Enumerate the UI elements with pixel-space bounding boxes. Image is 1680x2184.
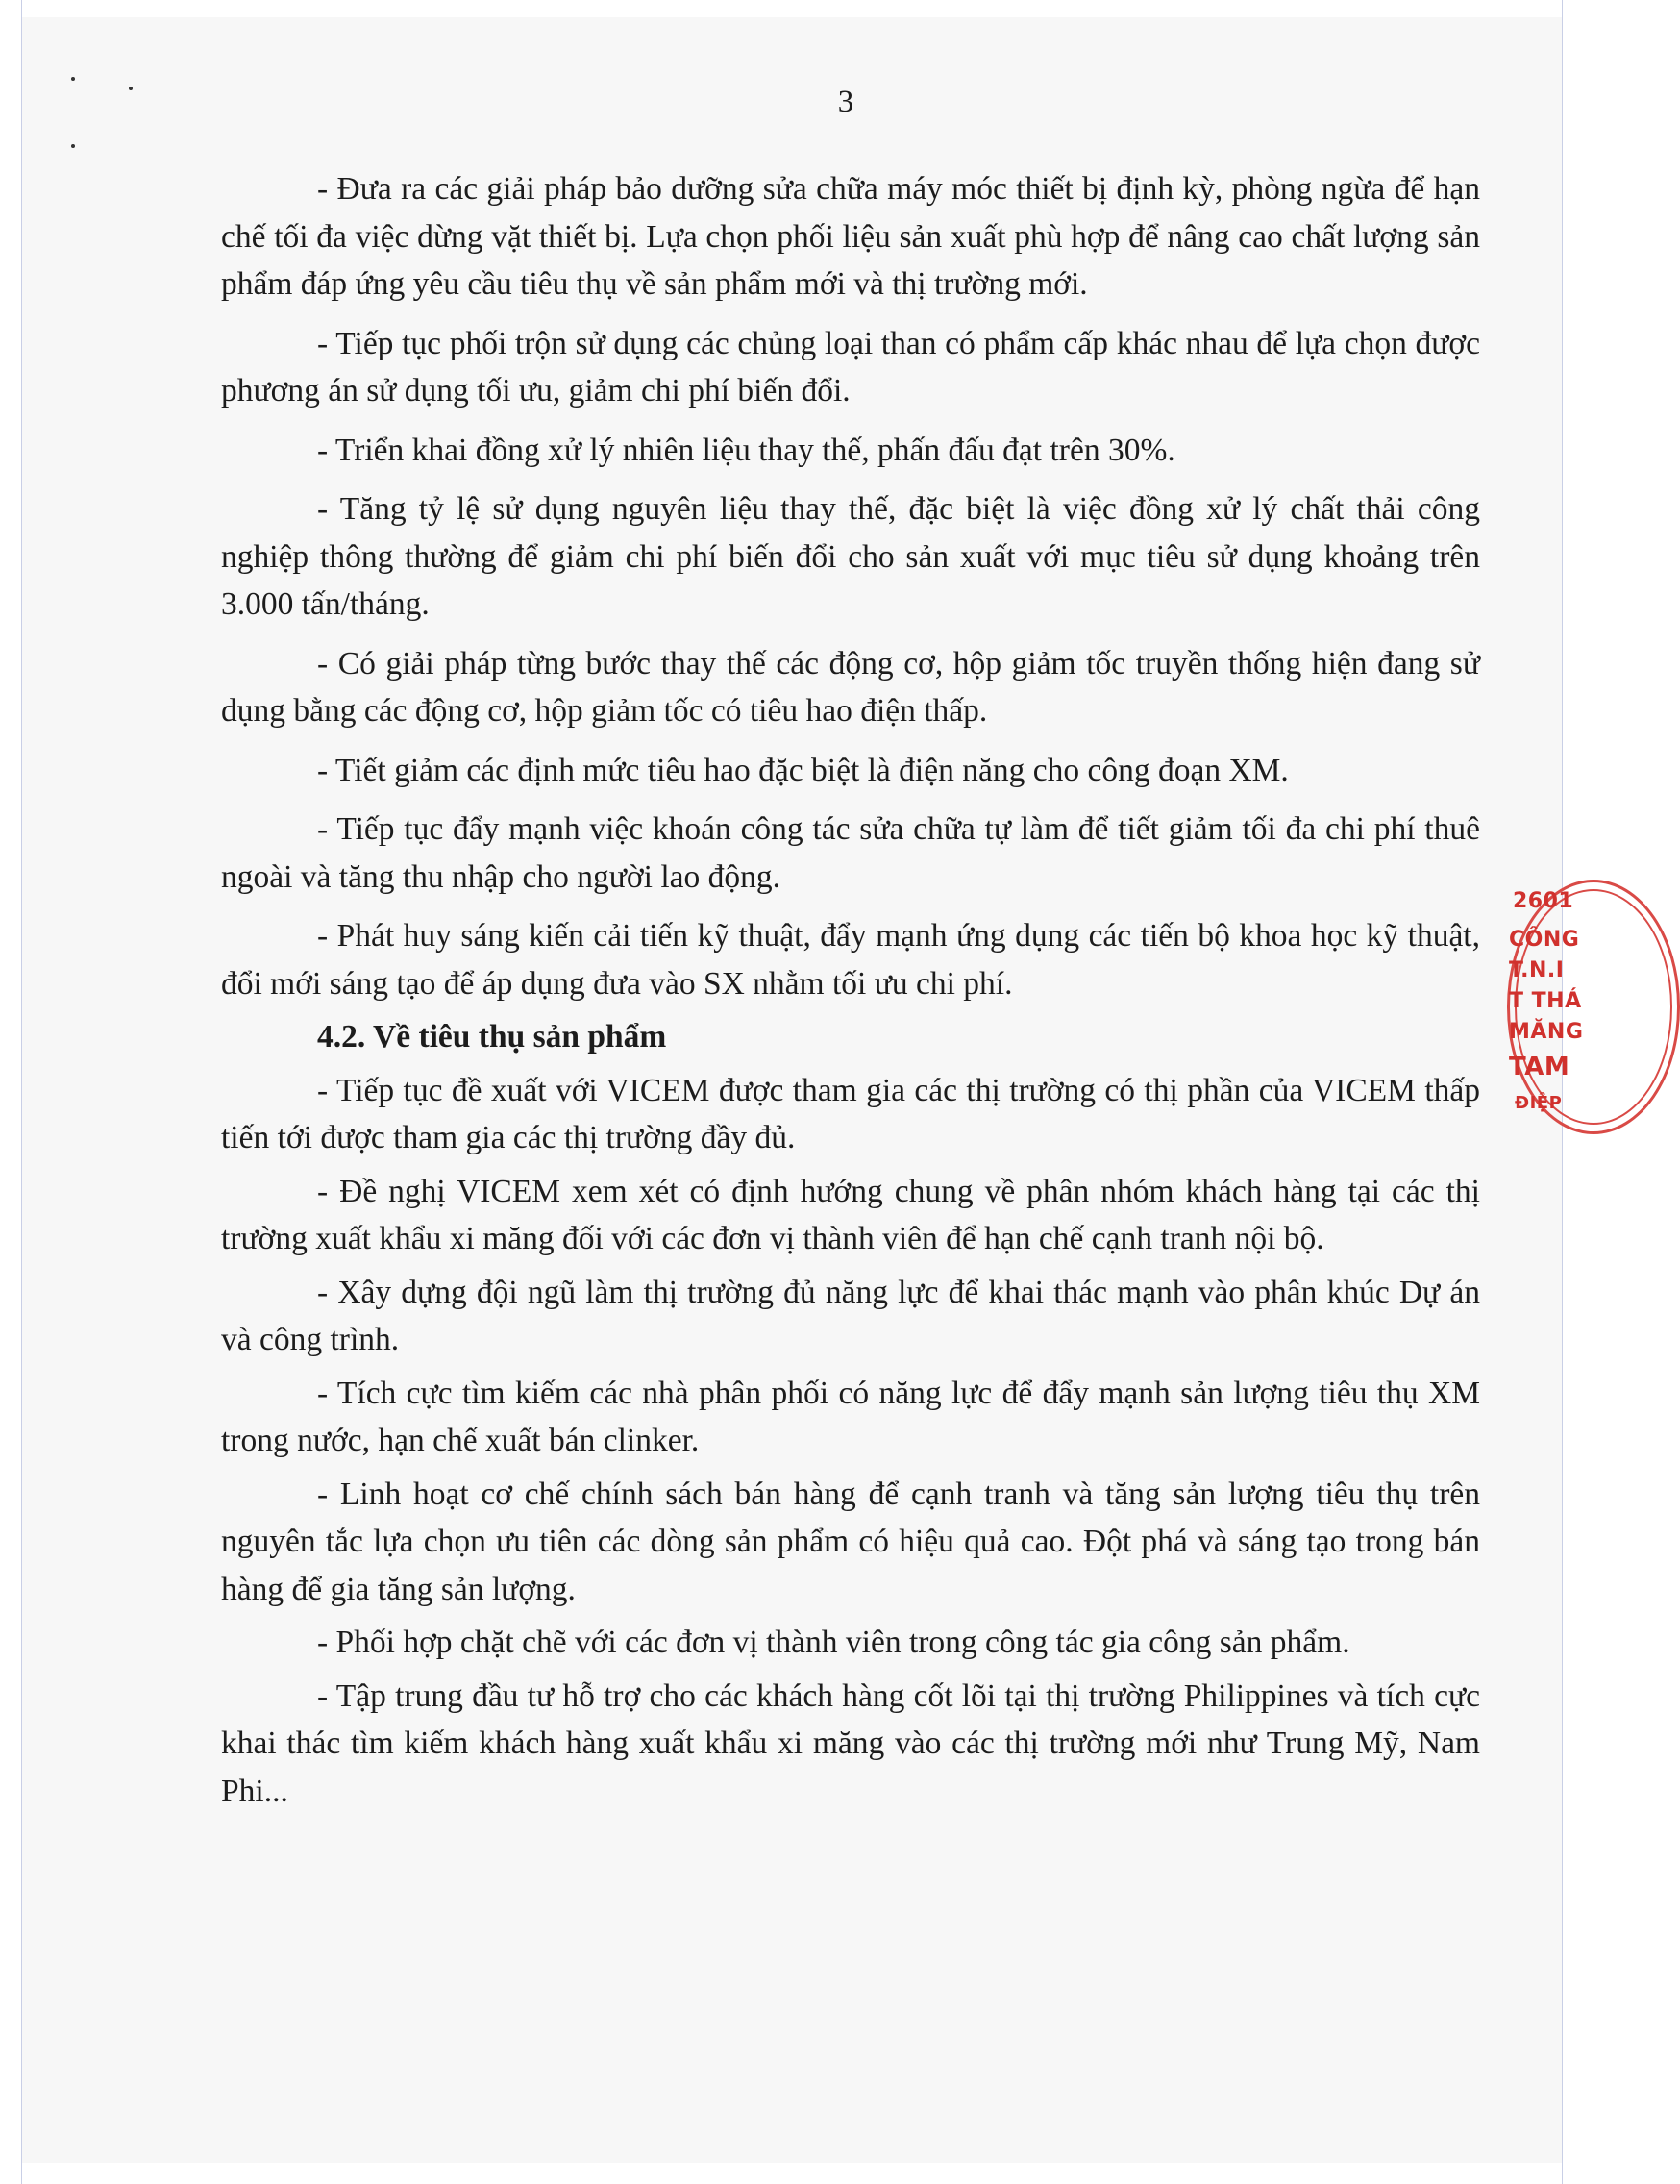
stamp-text: T.N.I xyxy=(1509,958,1565,982)
stamp-text: ĐIỆP xyxy=(1515,1093,1563,1113)
stamp-text: TAM xyxy=(1509,1053,1570,1081)
company-stamp xyxy=(1501,880,1584,1134)
paragraph-coal-blending: - Tiếp tục phối trộn sử dụng các chủng loại than có phẩm cấp khác nhau để lựa chọn được phương án sử dụng tối ưu, giảm chi phí biến đổi. xyxy=(221,325,1480,409)
paragraph-consumption-norms: - Tiết giảm các định mức tiêu hao đặc biệt là điện năng cho công đoạn XM. xyxy=(317,752,1289,788)
paragraph-customer-grouping: - Đề nghị VICEM xem xét có định hướng chung về phân nhóm khách hàng tại các thị trường xuất khẩu xi măng đối với các đơn vị thành viên để hạn chế cạnh tranh nội bộ. xyxy=(221,1173,1480,1256)
paragraph-alternative-materials: - Tăng tỷ lệ sử dụng nguyên liệu thay thế, đặc biệt là việc đồng xử lý chất thải công nghiệp thông thường để giảm chi phí biến đổi cho sản xuất với mục tiêu sử dụng khoảng trên 3.000 tấn/tháng. xyxy=(221,491,1480,622)
stamp-text: MĂNG xyxy=(1509,1020,1584,1044)
document-body xyxy=(221,165,1480,1821)
paragraph-alternative-fuel: - Triển khai đồng xử lý nhiên liệu thay thế, phấn đấu đạt trên 30%. xyxy=(317,432,1175,468)
scan-speck xyxy=(71,144,75,148)
paragraph-maintenance: - Đưa ra các giải pháp bảo dưỡng sửa chữa máy móc thiết bị định kỳ, phòng ngừa để hạn chế tối đa việc dừng vặt thiết bị. Lựa chọn phối liệu sản xuất phù hợp để nâng cao chất lượng sản phẩm đáp ứng yêu cầu tiêu thụ về sản phẩm mới và thị trường mới. xyxy=(221,171,1480,302)
scan-border xyxy=(0,0,1584,19)
paragraph-technical-innovation: - Phát huy sáng kiến cải tiến kỹ thuật, đẩy mạnh ứng dụng các tiến bộ khoa học kỹ thuật, đổi mới sáng tạo để áp dụng đưa vào SX nhằm tối ưu chi phí. xyxy=(221,918,1480,1002)
page-left-edge xyxy=(21,0,22,2184)
section-heading: 4.2. Về tiêu thụ sản phẩm xyxy=(317,1019,667,1055)
stamp-text: T THÁ xyxy=(1509,989,1582,1013)
paragraph-distributors: - Tích cực tìm kiếm các nhà phân phối có năng lực để đẩy mạnh sản lượng tiêu thụ XM trong nước, hạn chế xuất bán clinker. xyxy=(221,1375,1480,1458)
scan-speck xyxy=(71,77,75,81)
paragraph-sales-policy: - Linh hoạt cơ chế chính sách bán hàng để cạnh tranh và tăng sản lượng tiêu thụ trên nguyên tắc lựa chọn ưu tiên các dòng sản phẩm có hiệu quả cao. Đột phá và sáng tạo trong bán hàng để gia tăng sản lượng. xyxy=(221,1476,1480,1607)
paragraph-vicem-markets: - Tiếp tục đề xuất với VICEM được tham gia các thị trường có thị phần của VICEM thấp tiến tới được tham gia các thị trường đầy đủ. xyxy=(221,1072,1480,1155)
paragraph-motor-replacement: - Có giải pháp từng bước thay thế các động cơ, hộp giảm tốc truyền thống hiện đang sử dụng bằng các động cơ, hộp giảm tốc có tiêu hao điện thấp. xyxy=(221,645,1480,729)
scan-speck xyxy=(129,87,133,90)
paragraph-export-markets: - Tập trung đầu tư hỗ trợ cho các khách hàng cốt lõi tại thị trường Philippines và tích cực khai thác tìm kiếm khách hàng xuất khẩu xi măng vào các thị trường mới như Trung Mỹ, Nam Phi... xyxy=(221,1677,1480,1809)
paragraph-processing-cooperation: - Phối hợp chặt chẽ với các đơn vị thành viên trong công tác gia công sản phẩm. xyxy=(317,1625,1350,1660)
paragraph-repair-outsourcing: - Tiếp tục đẩy mạnh việc khoán công tác sửa chữa tự làm để tiết giảm tối đa chi phí thuê ngoài và tăng thu nhập cho người lao động. xyxy=(221,811,1480,895)
stamp-text: 2601 xyxy=(1513,889,1574,913)
paragraph-market-team: - Xây dựng đội ngũ làm thị trường đủ năng lực để khai thác mạnh vào phân khúc Dự án và công trình. xyxy=(221,1274,1480,1357)
stamp-text: CÔNG xyxy=(1509,928,1580,952)
page-number: 3 xyxy=(837,85,854,119)
